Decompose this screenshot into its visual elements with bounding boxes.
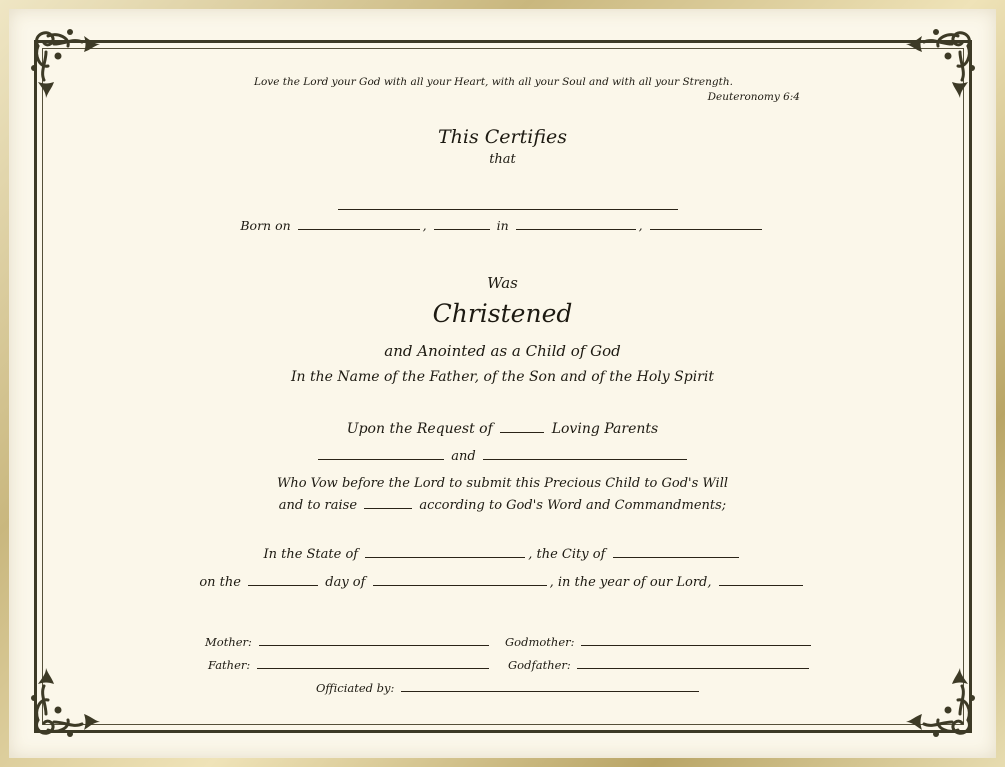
mother-signature [205, 635, 492, 649]
birth-city-blank[interactable] [516, 228, 636, 230]
month-blank[interactable] [373, 584, 547, 586]
request-line [0, 421, 1005, 437]
date-line [0, 575, 1005, 590]
officiated-blank[interactable] [401, 690, 699, 692]
state-label: In the State of [263, 547, 359, 562]
day-of-label: day of [325, 575, 366, 590]
godmother-blank[interactable] [581, 644, 811, 646]
raise-blank[interactable] [364, 507, 412, 509]
request-prefix: Upon the Request of [346, 421, 493, 437]
verse-text: Love the Lord your God with all your Heart, with all your Soul and with all your Strength. [254, 76, 733, 88]
father-signature [208, 658, 492, 672]
godfather-blank[interactable] [577, 667, 809, 669]
born-comma: , [422, 218, 427, 233]
flourish-icon [900, 22, 982, 104]
year-blank[interactable] [719, 584, 803, 586]
day-blank[interactable] [248, 584, 318, 586]
city-blank[interactable] [613, 556, 739, 558]
mother-label: Mother: [205, 635, 252, 649]
godmother-signature [505, 635, 814, 649]
request-suffix: Loving Parents [551, 421, 659, 437]
anointed-text: and Anointed as a Child of God [384, 342, 621, 360]
vow-line-2 [0, 498, 1005, 513]
birth-year-blank[interactable] [434, 228, 490, 230]
that-text: that [489, 152, 516, 167]
corner-ornament-top-right [900, 22, 982, 104]
flourish-icon [24, 662, 106, 744]
corner-ornament-top-left [24, 22, 106, 104]
birth-date-blank[interactable] [298, 228, 420, 230]
raise-suffix: according to God's Word and Commandments; [419, 498, 727, 513]
flourish-icon [900, 662, 982, 744]
godmother-label: Godmother: [505, 635, 575, 649]
inner-border [42, 48, 964, 725]
parent-two-blank[interactable] [483, 458, 687, 460]
vow-line-1: Who Vow before the Lord to submit this Precious Child to God's Will [276, 476, 729, 491]
verse-reference: Deuteronomy 6:4 [707, 91, 800, 103]
godfather-label: Godfather: [508, 658, 571, 672]
parents-line [0, 449, 1005, 464]
year-label: , in the year of our Lord, [549, 575, 712, 590]
officiated-signature [316, 681, 702, 695]
city-label: , the City of [528, 547, 606, 562]
born-line [0, 218, 1005, 233]
birth-state-blank[interactable] [650, 228, 762, 230]
corner-ornament-bottom-right [900, 662, 982, 744]
born-comma-2: , [638, 218, 643, 233]
born-label: Born on [240, 218, 291, 233]
flourish-icon [24, 22, 106, 104]
on-the-label: on the [199, 575, 241, 590]
born-in-label: in [496, 218, 509, 233]
trinity-text: In the Name of the Father, of the Son and of the Holy Spirit [291, 369, 714, 385]
godfather-signature [508, 658, 812, 672]
state-blank[interactable] [365, 556, 525, 558]
was-text: Was [487, 274, 518, 292]
mother-blank[interactable] [259, 644, 489, 646]
christened-title: Christened [432, 299, 573, 328]
raise-prefix: and to raise [278, 498, 358, 513]
request-blank[interactable] [500, 431, 544, 433]
place-line [0, 547, 1005, 562]
father-blank[interactable] [257, 667, 489, 669]
certifies-heading: This Certifies [437, 126, 568, 148]
officiated-label: Officiated by: [316, 681, 395, 695]
child-name-blank[interactable] [338, 195, 678, 210]
corner-ornament-bottom-left [24, 662, 106, 744]
parents-and: and [451, 449, 476, 464]
parent-one-blank[interactable] [318, 458, 444, 460]
father-label: Father: [208, 658, 251, 672]
